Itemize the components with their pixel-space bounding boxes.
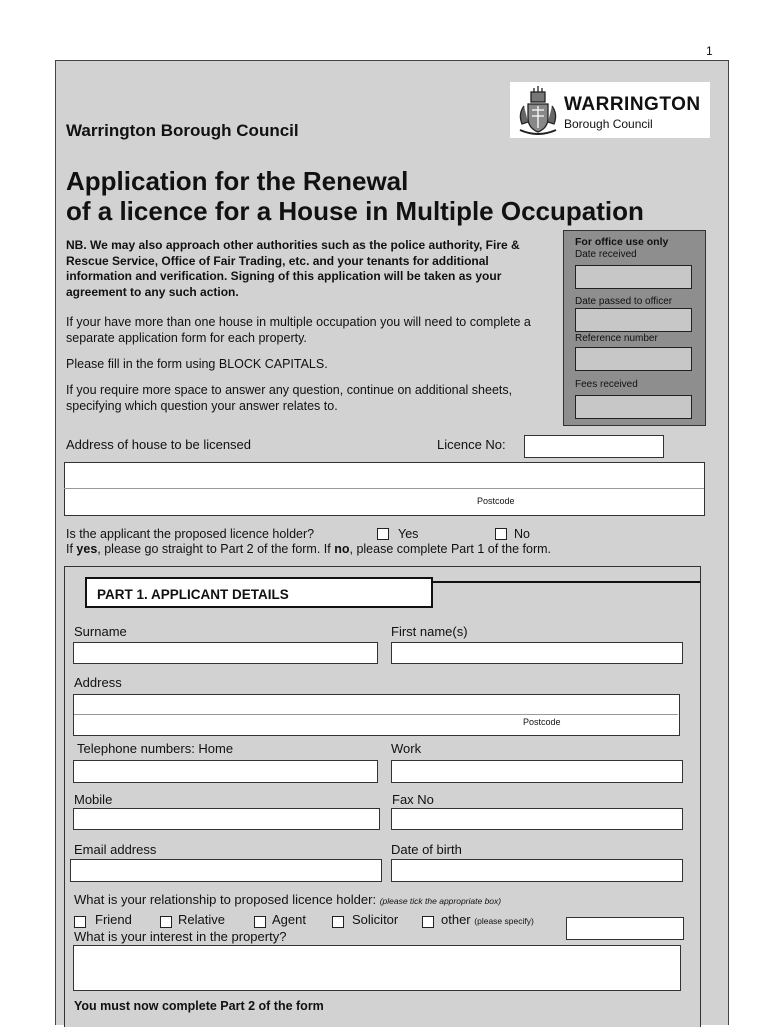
interest-input[interactable] <box>73 945 681 991</box>
property-postcode-label: Postcode <box>477 496 515 506</box>
office-use-panel <box>563 230 706 426</box>
agent-label: Agent <box>272 912 306 927</box>
applicant-address-input[interactable] <box>73 694 680 736</box>
office-use-heading: For office use only <box>575 236 669 248</box>
date-passed-field <box>575 308 692 332</box>
fees-received-field <box>575 395 692 419</box>
yes-label: Yes <box>398 527 419 541</box>
applicant-instructions <box>66 542 551 556</box>
relative-label: Relative <box>178 912 225 927</box>
applicant-postcode-label: Postcode <box>523 717 561 727</box>
yes-checkbox[interactable] <box>377 528 389 540</box>
fax-input[interactable] <box>391 808 683 830</box>
dob-input[interactable] <box>391 859 683 882</box>
coat-of-arms-icon <box>514 84 562 136</box>
intro-additional-sheets: If you require more space to answer any question, continue on additional sheets, specifying which question your answer relates to. <box>66 383 513 413</box>
no-checkbox[interactable] <box>495 528 507 540</box>
reference-number-field <box>575 347 692 371</box>
date-passed-label: Date passed to officer <box>575 296 673 307</box>
date-received-label: Date received <box>575 249 637 260</box>
licence-number-label: Licence No: <box>437 437 506 452</box>
mobile-label: Mobile <box>74 792 113 807</box>
no-label: No <box>514 527 530 541</box>
work-phone-input[interactable] <box>391 760 683 783</box>
first-names-label: First name(s) <box>391 624 468 639</box>
licence-holder-question: Is the applicant the proposed licence holder? <box>66 527 315 541</box>
intro-block-capitals: Please fill in the form using BLOCK CAPITALS. <box>66 357 328 371</box>
tel-home-input[interactable] <box>73 760 378 783</box>
other-hint: (please specify) <box>474 916 534 926</box>
tel-home-label: Telephone numbers: Home <box>77 741 234 756</box>
email-label: Email address <box>74 842 157 857</box>
part1-title: PART 1. APPLICANT DETAILS <box>85 577 433 608</box>
other-text: other <box>441 912 471 927</box>
nb-notice: NB. We may also approach other authorities such as the police authority, Fire & Rescue Service, Office of Fair Trading, etc. and your tenants for additional information and verification. Signing of this application will be taken as your agreement to any such action. <box>66 238 520 299</box>
instr-if: If <box>66 542 77 556</box>
instr-no: no <box>334 542 350 556</box>
date-received-field <box>575 265 692 289</box>
first-names-input[interactable] <box>391 642 683 664</box>
relative-checkbox[interactable] <box>160 916 172 928</box>
work-label: Work <box>391 741 422 756</box>
surname-label: Surname <box>74 624 127 639</box>
other-checkbox[interactable] <box>422 916 434 928</box>
property-address-label: Address of house to be licensed <box>66 437 252 452</box>
other-label <box>441 912 534 927</box>
part2-instruction: You must now complete Part 2 of the form <box>74 999 324 1013</box>
mobile-input[interactable] <box>73 808 380 830</box>
relationship-question-text: What is your relationship to proposed licence holder: <box>74 892 377 907</box>
logo-name: WARRINGTON <box>564 94 701 115</box>
applicant-address-divider <box>74 714 678 715</box>
other-specify-input[interactable] <box>566 917 684 940</box>
form-title-line2: of a licence for a House in Multiple Occupation <box>66 196 644 226</box>
licence-number-input[interactable] <box>524 435 664 458</box>
friend-checkbox[interactable] <box>74 916 86 928</box>
logo-subtitle: Borough Council <box>564 117 653 131</box>
interest-question: What is your interest in the property? <box>74 929 287 944</box>
intro-multiple-houses: If your have more than one house in multiple occupation you will need to complete a separate application form for each property. <box>66 315 531 345</box>
fax-label: Fax No <box>392 792 434 807</box>
instr-yes: yes <box>76 542 98 556</box>
relationship-question <box>74 892 501 907</box>
email-input[interactable] <box>70 859 382 882</box>
solicitor-label: Solicitor <box>352 912 399 927</box>
applicant-address-label: Address <box>74 675 122 690</box>
council-name: Warrington Borough Council <box>66 121 299 140</box>
fees-received-label: Fees received <box>575 379 638 390</box>
dob-label: Date of birth <box>391 842 462 857</box>
property-address-input[interactable] <box>64 462 705 516</box>
form-title-line1: Application for the Renewal <box>66 166 409 196</box>
surname-input[interactable] <box>73 642 378 664</box>
relationship-hint: (please tick the appropriate box) <box>379 896 502 906</box>
part1-title-rule <box>433 581 700 583</box>
page-number: 1 <box>706 44 713 58</box>
instr-mid: , please go straight to Part 2 of the form. If <box>97 542 335 556</box>
council-logo <box>510 82 710 138</box>
address-divider <box>64 488 704 489</box>
agent-checkbox[interactable] <box>254 916 266 928</box>
solicitor-checkbox[interactable] <box>332 916 344 928</box>
instr-end: , please complete Part 1 of the form. <box>349 542 551 556</box>
friend-label: Friend <box>95 912 132 927</box>
reference-number-label: Reference number <box>575 333 658 344</box>
